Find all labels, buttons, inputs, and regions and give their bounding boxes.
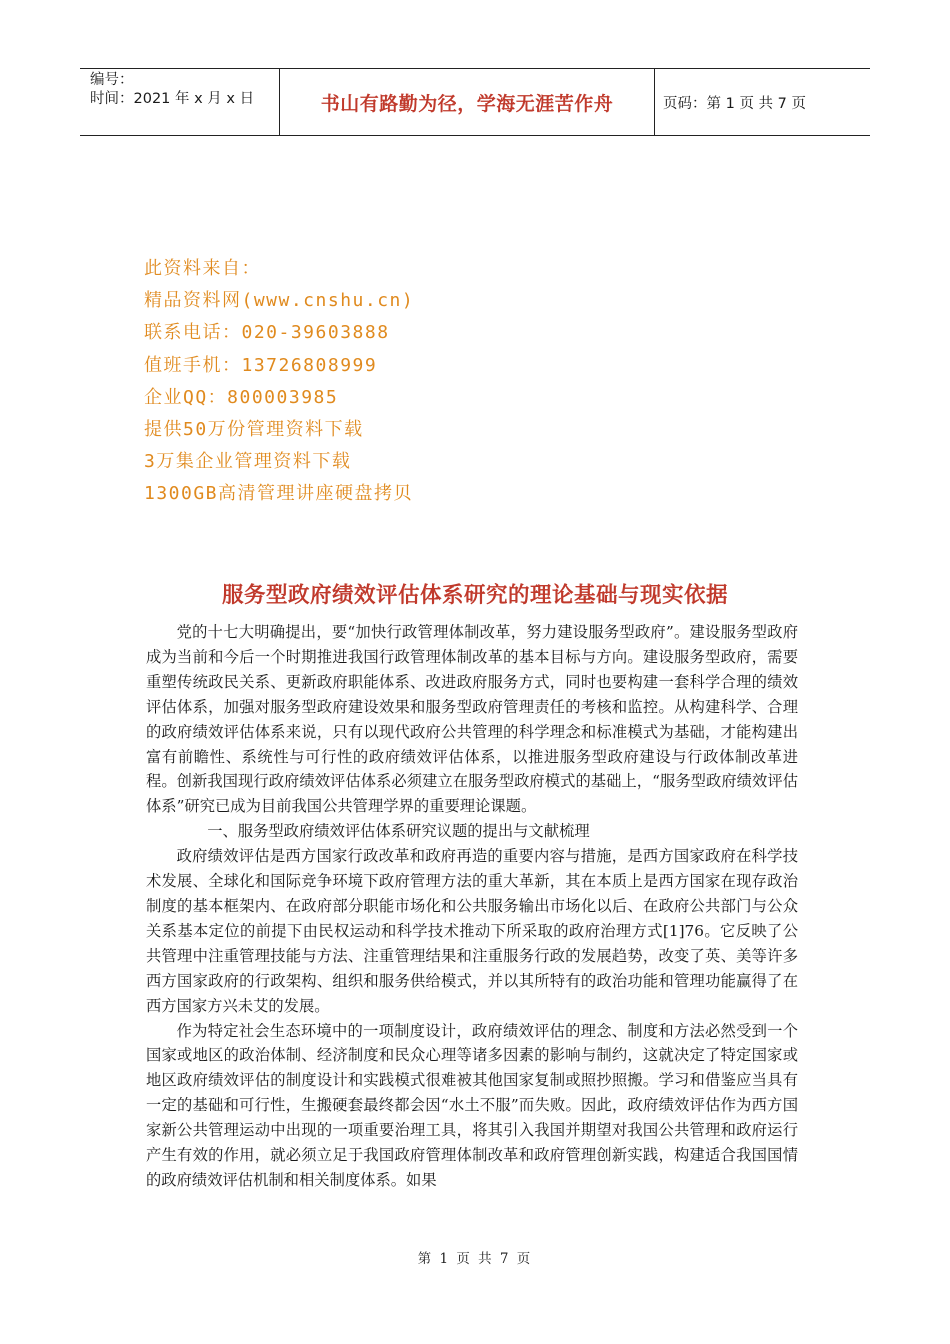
header-motto: 书山有路勤为径，学海无涯苦作舟 [280,69,655,135]
body-paragraph: 政府绩效评估是西方国家行政改革和政府再造的重要内容与措施，是西方国家政府在科学技术发展、全球化和国际竞争环境下政府管理方法的重大革新，其在本质上是西方国家在现存政治制度的基本框架内、在政府部分职能市场化和公共服务输出市场化以后、在政府公共部门与公众关系基本定位的前提下由民权运动和科学技术推动下所采取的政府治理方式[1]76。它反映了公共管理中注重管理技能与方法、注重管理结果和注重服务行政的发展趋势，改变了英、美等许多西方国家政府的行政架构、组织和服务供给模式，并以其所特有的政治功能和管理功能赢得了在西方国家方兴未艾的发展。 [146,847,798,1015]
source-line: 3万集企业管理资料下载 [144,451,352,473]
source-line: 企业QQ：800003985 [144,386,339,408]
body-paragraph: 作为特定社会生态环境中的一项制度设计，政府绩效评估的理念、制度和方法必然受到一个国家或地区的政治体制、经济制度和民众心理等诸多因素的影响与制约，这就决定了特定国家或地区政府绩效评估的制度设计和实践模式很难被其他国家复制或照抄照搬。学习和借鉴应当具有一定的基础和可行性，生搬硬套最终都会因“水土不服”而失败。因此，政府绩效评估作为西方国家新公共管理运动中出现的一项重要治理工具，将其引入我国并期望对我国公共管理和政府运行产生有效的作用，就必须立足于我国政府管理体制改革和政府管理创新实践，构建适合我国国情的政府绩效评估机制和相关制度体系。如果 [146,1021,798,1189]
section-heading: 一、服务型政府绩效评估体系研究议题的提出与文献梳理 [207,822,590,841]
source-line: 联系电话：020-39603888 [144,322,390,344]
header-page-info: 页码：第 1 页 共 7 页 [663,95,806,112]
document-body [146,620,798,1193]
source-line: 此资料来自： [144,258,261,279]
body-paragraph: 党的十七大明确提出，要“加快行政管理体制改革，努力建设服务型政府”。建设服务型政府成为当前和今后一个时期推进我国行政管理体制改革的基本目标与方向。建设服务型政府，需要重塑传统政民关系、更新政府职能体系、改进政府服务方式，同时也要构建一套科学合理的绩效评估体系，加强对服务型政府建设效果和服务型政府管理责任的考核和监控。从构建科学、合理的政府绩效评估体系来说，只有以现代政府公共管理的科学理念和标准模式为基础，才能构建出富有前瞻性、系统性与可行性的政府绩效评估体系，以推进服务型政府建设与行政体制改革进程。创新我国现行政府绩效评估体系必须建立在服务型政府模式的基础上，“服务型政府绩效评估体系”研究已成为目前我国公共管理学界的重要理论课题。 [146,623,798,816]
header-meta [80,69,280,135]
source-line: 提供50万份管理资料下载 [144,419,364,441]
source-info-block [144,253,414,511]
document-title: 服务型政府绩效评估体系研究的理论基础与现实依据 [221,583,728,608]
document-date-label: 时间：2021 年 x 月 x 日 [90,91,255,107]
source-line: 1300GB高清管理讲座硬盘拷贝 [144,483,414,505]
source-line: 精品资料网(www.cnshu.cn) [144,290,415,312]
page-header [80,68,870,136]
document-number-label: 编号： [90,72,134,88]
source-line: 值班手机：13726808999 [144,354,378,376]
page-footer: 第 1 页 共 7 页 [417,1251,533,1267]
